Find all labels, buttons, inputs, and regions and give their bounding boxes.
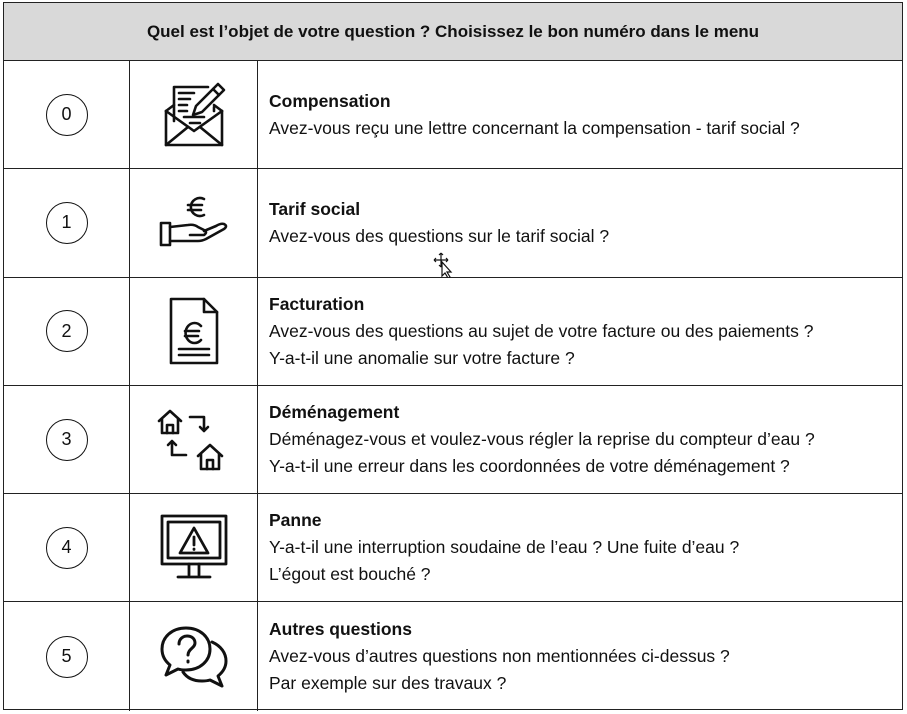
option-title: Tarif social xyxy=(269,198,361,219)
option-description: Avez-vous d’autres questions non mentionnées ci-dessus ? xyxy=(269,646,730,667)
option-description: Y-a-t-il une anomalie sur votre facture ? xyxy=(269,347,575,368)
option-number: 2 xyxy=(46,310,88,352)
table-row xyxy=(4,494,902,602)
header-title: Quel est l’objet de votre question ? Choisissez le bon numéro dans le menu xyxy=(146,21,760,41)
table-header xyxy=(4,3,902,61)
option-title: Compensation xyxy=(269,90,391,111)
option-description: Y-a-t-il une erreur dans les coordonnées de votre déménagement ? xyxy=(269,456,790,477)
question-bubbles-icon xyxy=(158,624,230,690)
option-title: Panne xyxy=(269,510,322,531)
option-title: Facturation xyxy=(269,293,365,314)
table-row xyxy=(4,602,902,710)
euro-invoice-icon xyxy=(166,296,222,366)
envelope-pen-icon xyxy=(160,81,228,149)
option-description: Avez-vous des questions au sujet de votre facture ou des paiements ? xyxy=(269,320,814,341)
move-cursor-icon xyxy=(433,252,455,278)
table-row xyxy=(4,61,902,169)
option-description: L’égout est bouché ? xyxy=(269,564,431,585)
option-description: Par exemple sur des travaux ? xyxy=(269,673,507,694)
option-description: Déménagez-vous et voulez-vous régler la reprise du compteur d’eau ? xyxy=(269,429,815,450)
option-description: Y-a-t-il une interruption soudaine de l’eau ? Une fuite d’eau ? xyxy=(269,537,740,558)
option-number: 0 xyxy=(46,94,88,136)
option-number: 5 xyxy=(46,636,88,678)
house-move-icon xyxy=(156,407,232,473)
option-number: 3 xyxy=(46,419,88,461)
option-title: Autres questions xyxy=(269,619,412,640)
menu-table xyxy=(3,2,903,710)
table-row xyxy=(4,386,902,494)
option-title: Déménagement xyxy=(269,402,400,423)
option-description: Avez-vous des questions sur le tarif social ? xyxy=(269,225,610,246)
table-row xyxy=(4,278,902,386)
option-number: 1 xyxy=(46,202,88,244)
option-number: 4 xyxy=(46,527,88,569)
option-description: Avez-vous reçu une lettre concernant la compensation - tarif social ? xyxy=(269,117,800,138)
warning-monitor-icon xyxy=(158,513,230,583)
euro-hand-icon xyxy=(158,193,230,253)
